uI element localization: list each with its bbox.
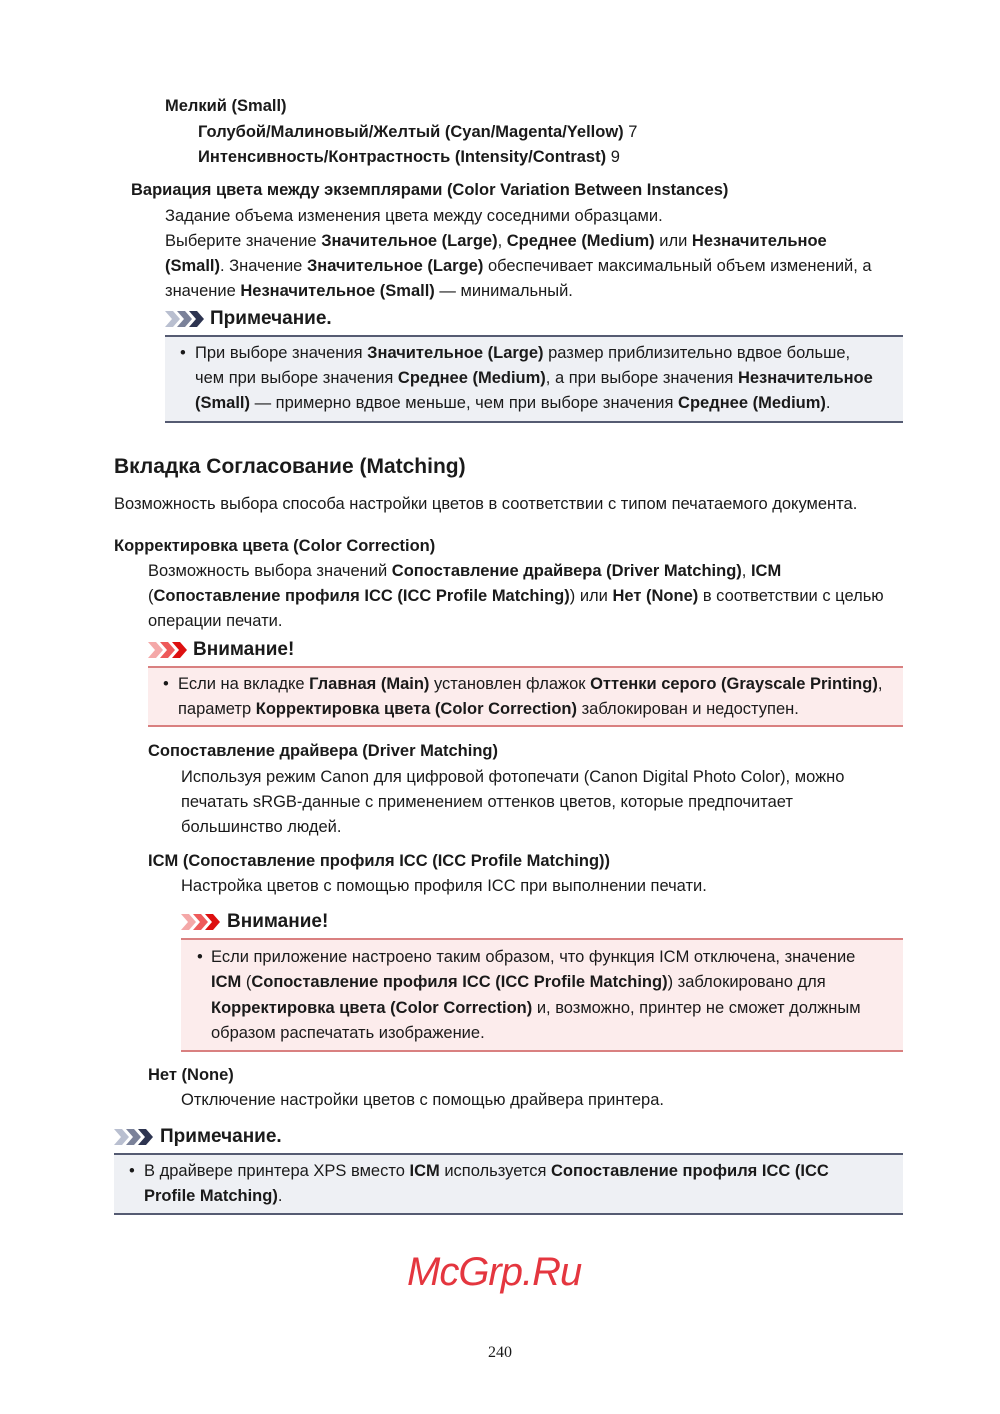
section-intro [114,494,857,514]
bold-term: Сопоставление драйвера (Driver Matching) [148,742,498,760]
none-text [181,1090,664,1110]
warning-text [178,674,882,694]
bold-term: ICM [211,973,242,991]
warning-text [178,699,799,719]
bold-term: (Small) [165,257,221,275]
note-box [165,335,903,423]
color-correction-text [148,561,781,581]
text-segment: в соответствии с целью [698,587,884,605]
text-segment: Задание объема изменения цвета между соседними образцами. [165,207,663,225]
text-segment: или [654,232,692,250]
text-segment: заблокирован и недоступен. [577,700,799,718]
bold-term: Profile Matching) [144,1187,278,1205]
bold-term: Незначительное [691,232,827,250]
color-correction-heading [114,536,435,556]
bold-term: Оттенки серого (Grayscale Printing) [590,675,878,693]
bold-term: Голубой/Малиновый/Желтый (Cyan/Magenta/Yellow) [198,123,624,141]
bold-term: Мелкий (Small) [165,97,287,115]
bold-term: Незначительное [737,369,873,387]
variation-text [165,256,872,276]
warning-text [211,998,861,1018]
text-segment: . [277,1187,283,1205]
text-segment: Если на вкладке [178,675,310,693]
bold-term: ICM (Сопоставление профиля ICC (ICC Profile Matching)) [148,852,611,870]
note-box [114,1153,903,1215]
text-segment: Если приложение настроено таким образом, что функция ICM отключена, значение [211,948,856,966]
text-segment: — минимальный. [434,282,573,300]
text-segment: и, возможно, принтер не сможет должным [532,999,861,1017]
text-segment: . Значение [220,257,307,275]
intensity-item [198,147,620,167]
text-segment: используется [439,1162,551,1180]
bullet: • [163,675,169,693]
bold-term: Сопоставление профиля ICC (ICC [551,1162,829,1180]
variation-text [165,281,573,301]
small-heading [165,96,287,116]
bold-term: Значительное (Large) [321,232,498,250]
bold-term: Сопоставление профиля ICC (ICC Profile Matching) [251,973,668,991]
bold-term: Нет (None) [612,587,699,605]
cmy-item [198,122,637,142]
warning-text [211,1023,485,1043]
page-number: 240 [488,1344,512,1361]
text-segment: образом распечатать изображение. [211,1024,485,1042]
bold-term: Корректировка цвета (Color Correction) [211,999,533,1017]
bold-term: Среднее (Medium) [397,369,546,387]
text-segment: параметр [178,700,256,718]
variation-heading [131,180,728,200]
bold-term: Значительное (Large) [367,344,544,362]
warning-chevron-icon [148,642,188,658]
text-segment: Возможность выбора значений [148,562,392,580]
bullet: • [129,1162,135,1180]
text-segment: В драйвере принтера XPS вместо [144,1162,410,1180]
text-segment: ( [241,973,252,991]
text-segment: , [741,562,751,580]
text-segment: 9 [606,148,620,166]
bold-term: Нет (None) [148,1066,234,1084]
bullet: • [197,948,203,966]
text-segment: ) заблокировано для [667,973,826,991]
driver-matching-text [181,817,341,837]
text-segment: — примерно вдвое меньше, чем при выборе значения [250,394,679,412]
bold-term: Незначительное (Small) [240,282,435,300]
warning-chevron-icon [181,914,221,930]
bold-term: Интенсивность/Контрастность (Intensity/Contrast) [198,148,607,166]
color-correction-text [148,586,884,606]
text-segment: Отключение настройки цветов с помощью драйвера принтера. [181,1091,664,1109]
icm-heading [148,851,610,871]
bullet: • [180,344,186,362]
text-segment: операции печати. [148,612,283,630]
driver-matching-heading [148,741,498,761]
bold-term: Сопоставление драйвера (Driver Matching) [391,562,742,580]
warning-text [211,947,855,967]
bold-term: Значительное (Large) [306,257,484,275]
warning-title: Внимание! [193,639,295,660]
note-text [195,368,873,388]
bold-term: Среднее (Medium) [506,232,655,250]
note-text [144,1161,829,1181]
bold-term: Среднее (Medium) [678,394,826,412]
bold-term: Корректировка цвета (Color Correction) [114,537,436,555]
bold-term: Сопоставление профиля ICC (ICC Profile Matching) [153,587,570,605]
note-title: Примечание. [160,1126,282,1147]
note-title: Примечание. [210,308,332,329]
text-segment: печатать sRGB-данные с применением оттенков цветов, которые предпочитает [181,793,793,811]
text-segment: . [825,394,831,412]
text-segment: большинство людей. [181,818,342,836]
text-segment: , [497,232,507,250]
driver-matching-text [181,767,844,787]
text-segment: значение [165,282,241,300]
note-text [144,1186,282,1206]
section-heading: Вкладка Согласование (Matching) [114,455,466,478]
note-chevron-icon [114,1129,154,1145]
text-segment: ) или [569,587,613,605]
text-segment: обеспечивает максимальный объем изменений, а [483,257,872,275]
variation-desc [165,206,663,226]
text-segment: ( [148,587,154,605]
text-segment: , а при выборе значения [545,369,738,387]
icm-text [181,876,707,896]
warning-box [181,938,903,1052]
text-segment: Настройка цветов с помощью профиля ICC при выполнении печати. [181,877,707,895]
bold-term: ICM [409,1162,440,1180]
bold-term: ICM [750,562,782,580]
note-chevron-icon [165,311,205,327]
text-segment: Используя режим Canon для цифровой фотопечати (Canon Digital Photo Color), можно [181,768,845,786]
variation-text [165,231,827,251]
warning-title: Внимание! [227,911,329,932]
warning-text [211,972,826,992]
note-text [195,393,831,413]
color-correction-text [148,611,282,631]
text-segment: , [877,675,883,693]
watermark: McGrp.Ru [407,1250,582,1294]
bold-term: Корректировка цвета (Color Correction) [255,700,577,718]
bold-term: (Small) [195,394,251,412]
warning-box [148,666,903,727]
bold-term: Главная (Main) [309,675,430,693]
text-segment: установлен флажок [429,675,591,693]
text-segment: При выборе значения [195,344,368,362]
text-segment: Выберите значение [165,232,322,250]
text-segment: 7 [623,123,638,141]
driver-matching-text [181,792,793,812]
text-segment: размер приблизительно вдвое больше, [543,344,851,362]
none-heading [148,1065,234,1085]
note-text [195,343,850,363]
bold-term: Вариация цвета между экземплярами (Color Variation Between Instances) [131,181,729,199]
text-segment: Возможность выбора способа настройки цветов в соответствии с типом печатаемого документа. [114,495,858,513]
text-segment: чем при выборе значения [195,369,398,387]
